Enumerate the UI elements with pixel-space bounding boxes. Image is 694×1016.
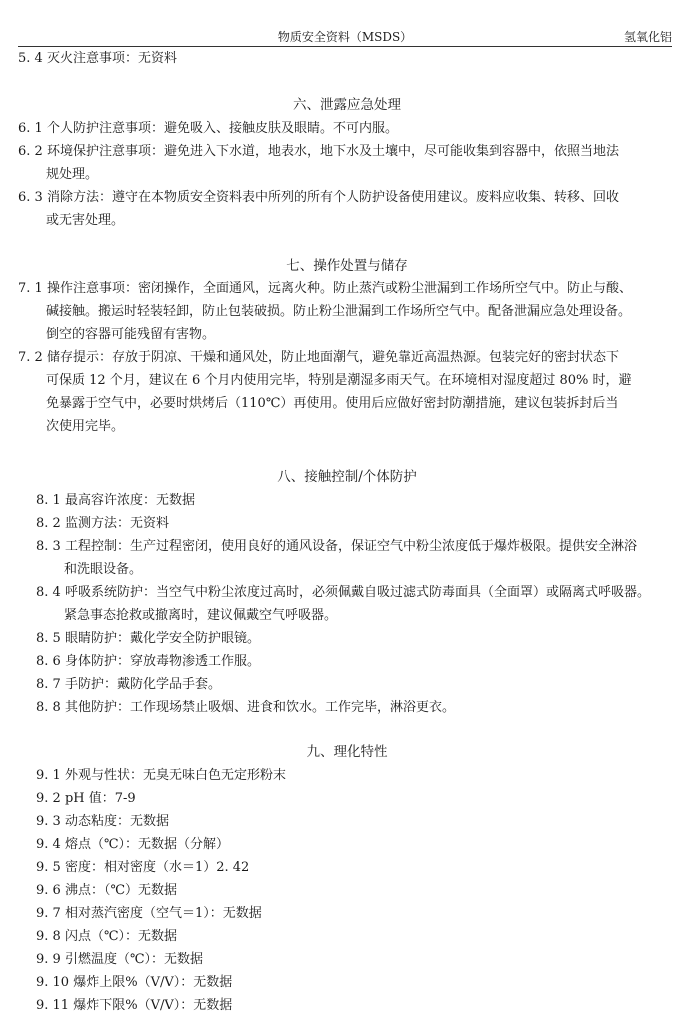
section-8-title: 八、接触控制/个体防护 (277, 469, 417, 485)
item-8-1: 8. 1 最高容许浓度：无数据 (36, 493, 195, 508)
item-9-2: 9. 2 pH 值：7-9 (36, 791, 136, 806)
item-7-2-line1: 7. 2 储存提示：存放于阴凉、干燥和通风处，防止地面潮气，避免靠近高温热源。包装完好的密封状态下 (18, 350, 619, 365)
item-6-2-line2: 规处理。 (46, 167, 99, 182)
item-9-3: 9. 3 动态粘度：无数据 (36, 814, 169, 829)
item-8-5: 8. 5 眼睛防护：戴化学安全防护眼镜。 (36, 631, 260, 646)
item-9-4: 9. 4 熔点（℃）：无数据（分解） (36, 837, 229, 852)
item-8-6: 8. 6 身体防护：穿放毒物渗透工作服。 (36, 654, 260, 669)
item-5-4: 5. 4 灭火注意事项：无资料 (18, 51, 177, 66)
section-9-title: 九、理化特性 (306, 744, 388, 760)
item-9-10: 9. 10 爆炸上限%（V/V）：无数据 (36, 975, 233, 990)
item-8-3-line2: 和洗眼设备。 (64, 562, 143, 577)
section-7-title: 七、操作处置与储存 (286, 258, 408, 274)
item-8-8: 8. 8 其他防护：工作现场禁止吸烟、进食和饮水。工作完毕，淋浴更衣。 (36, 700, 455, 715)
item-8-4-line1: 8. 4 呼吸系统防护：当空气中粉尘浓度过高时，必须佩戴自吸过滤式防毒面具（全面罩）或隔离式呼吸器。 (36, 585, 650, 600)
item-8-4-line2: 紧急事态抢救或撤离时，建议佩戴空气呼吸器。 (64, 608, 338, 623)
item-9-8: 9. 8 闪点（℃）：无数据 (36, 929, 177, 944)
item-7-2-line2: 可保质 12 个月，建议在 6 个月内使用完毕，特别是潮湿多雨天气。在环境相对湿度超过 80% 时，避 (46, 373, 632, 388)
item-6-2-line1: 6. 2 环境保护注意事项：避免进入下水道，地表水，地下水及土壤中，尽可能收集到容器中，依照当地法 (18, 144, 619, 159)
item-7-1-line1: 7. 1 操作注意事项：密闭操作，全面通风，远离火种。防止蒸汽或粉尘泄漏到工作场所空气中。防止与酸、 (18, 281, 632, 296)
item-8-7: 8. 7 手防护：戴防化学品手套。 (36, 677, 221, 692)
item-9-9: 9. 9 引燃温度（℃）：无数据 (36, 952, 203, 967)
item-7-1-line3: 倒空的容器可能残留有害物。 (46, 327, 216, 342)
item-7-2-line4: 次使用完毕。 (46, 419, 125, 434)
item-9-6: 9. 6 沸点：（℃）无数据 (36, 883, 177, 898)
item-9-5: 9. 5 密度：相对密度（水＝1）2. 42 (36, 860, 250, 875)
section-6-title: 六、泄露应急处理 (293, 97, 401, 113)
item-7-2-line3: 免暴露于空气中，必要时烘烤后（110℃）再使用。使用后应做好密封防潮措施，建议包装拆封后当 (46, 396, 619, 411)
item-7-1-line2: 碱接触。搬运时轻装轻卸，防止包装破损。防止粉尘泄漏到工作场所空气中。配备泄漏应急处理设备。 (46, 304, 632, 319)
header-title: 物质安全资料（MSDS） (277, 30, 413, 44)
item-9-7: 9. 7 相对蒸汽密度（空气＝1）：无数据 (36, 906, 262, 921)
item-6-1: 6. 1 个人防护注意事项：避免吸入、接触皮肤及眼睛。不可内服。 (18, 121, 398, 136)
header-chemical-name: 氢氧化铝 (623, 30, 672, 44)
item-6-3-line2: 或无害处理。 (46, 213, 125, 228)
item-8-2: 8. 2 监测方法：无资料 (36, 516, 169, 531)
item-8-3-line1: 8. 3 工程控制：生产过程密闭，使用良好的通风设备，保证空气中粉尘浓度低于爆炸极限。提供安全淋浴 (36, 539, 637, 554)
item-6-3-line1: 6. 3 消除方法：遵守在本物质安全资料表中所列的所有个人防护设备使用建议。废料应收集、转移、回收 (18, 190, 619, 205)
item-9-1: 9. 1 外观与性状：无臭无味白色无定形粉末 (36, 768, 286, 783)
item-9-11: 9. 11 爆炸下限%（V/V）：无数据 (36, 998, 233, 1013)
page-header (18, 26, 672, 47)
